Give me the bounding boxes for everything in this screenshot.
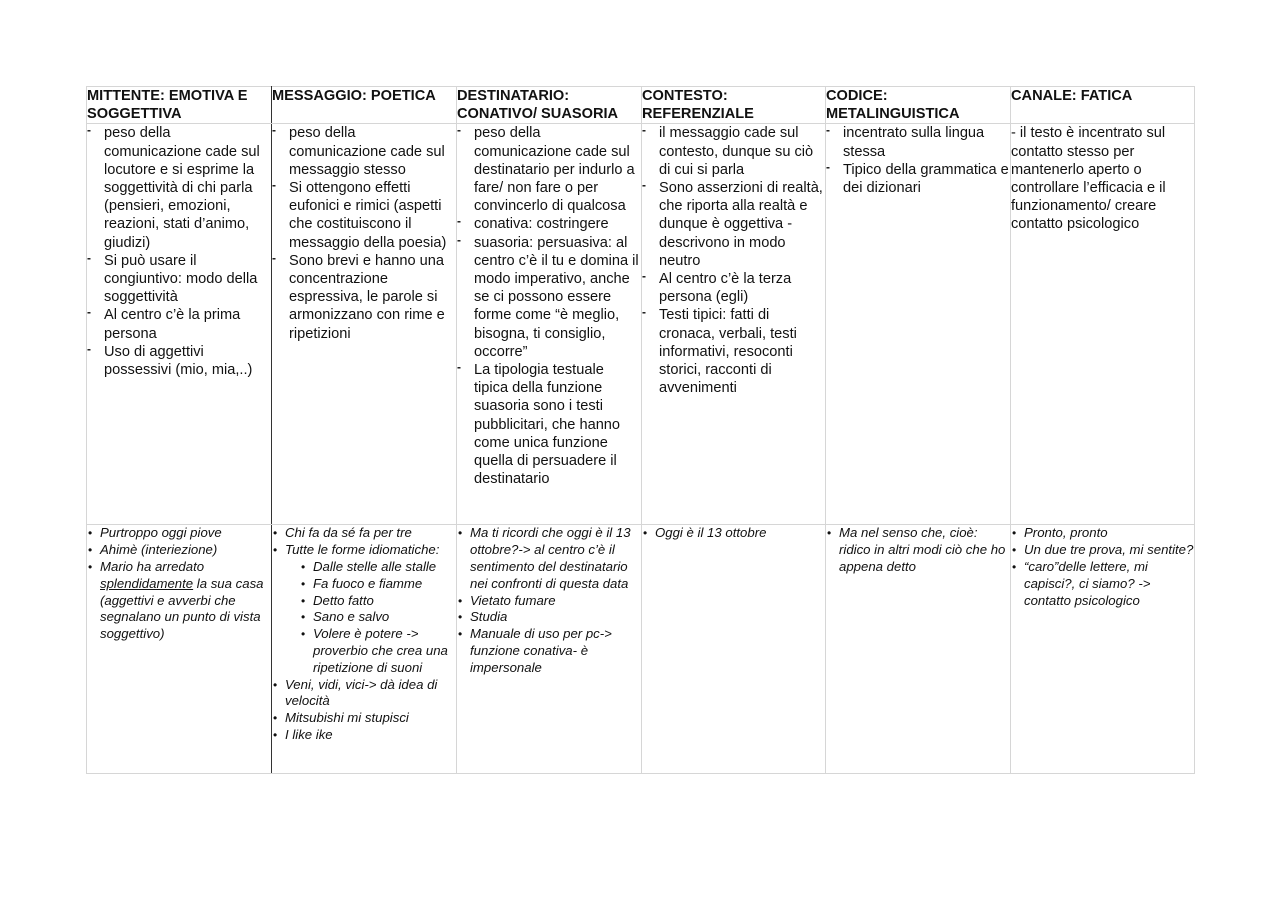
list-item: - La tipologia testuale tipica della funzione suasoria sono i testi pubblicitari, che hanno come unica funzione quella di persuadere il destinatario [457,361,641,488]
desc-contesto-list [642,124,825,397]
desc-messaggio-cell [272,124,457,525]
list-item: • Mitsubishi mi stupisci [272,710,456,727]
list-item: • Manuale di uso per pc-> funzione conativa- è impersonale [457,626,641,676]
ex-mittente-cell [87,525,272,774]
list-item: - incentrato sulla lingua stessa [826,124,1010,160]
ex-messaggio-cell [272,525,457,774]
underlined-word: splendidamente [100,575,194,591]
list-item: • “caro”delle lettere, mi capisci?, ci siamo? -> contatto psicologico [1011,559,1194,609]
list-item: • Pronto, pronto [1011,525,1194,542]
header-codice: CODICE: METALINGUISTICA [826,87,1011,124]
functions-table [86,86,1195,774]
desc-messaggio-list [272,124,456,342]
list-item: • Veni, vidi, vici-> dà idea di velocità [272,677,456,711]
list-item: - peso della comunicazione cade sul locutore e si esprime la soggettività di chi parla (pensieri, emozioni, reazioni, stati d’animo, giudizi) [87,124,271,251]
list-item: - Al centro c’è la prima persona [87,306,271,342]
list-item: • Ma nel senso che, cioè: ridico in altri modi ciò che ho appena detto [826,525,1010,575]
description-row [87,124,1195,525]
list-item: • Vietato fumare [457,593,641,610]
list-item: • Studia [457,609,641,626]
header-messaggio: MESSAGGIO: POETICA [272,87,457,124]
list-item: • Fa fuoco e fiamme [300,576,456,593]
ex-messaggio-list [272,525,456,743]
ex-codice-cell [826,525,1011,774]
header-row [87,87,1195,124]
list-item: • Purtroppo oggi piove [87,525,271,542]
list-item: - Sono brevi e hanno una concentrazione espressiva, le parole si armonizzano con rime e ripetizioni [272,252,456,343]
desc-codice-list [826,124,1010,197]
desc-destinatario-cell [457,124,642,525]
example-text: Mario ha arredato [100,559,205,574]
header-destinatario: DESTINATARIO: CONATIVO/ SUASORIA [457,87,642,124]
header-mittente: MITTENTE: EMOTIVA E SOGGETTIVA [87,87,272,124]
header-contesto: CONTESTO: REFERENZIALE [642,87,826,124]
list-item [87,559,271,643]
list-item: • Oggi è il 13 ottobre [642,525,825,542]
list-item [272,542,456,676]
list-item: • Ma ti ricordi che oggi è il 13 ottobre?-> al centro c’è il sentimento del destinatario nei confronti di questa data [457,525,641,592]
ex-canale-list [1011,525,1194,609]
ex-contesto-list [642,525,825,542]
list-item: - Tipico della grammatica e dei dizionari [826,161,1010,197]
list-item: • Sano e salvo [300,609,456,626]
header-canale: CANALE: FATICA [1011,87,1195,124]
ex-canale-cell [1011,525,1195,774]
example-text: la sua casa (aggettivi e avverbi che segnalano un punto di vista soggettivo) [100,575,264,642]
list-item: • Chi fa da sé fa per tre [272,525,456,542]
list-item: • Dalle stelle alle stalle [300,559,456,576]
desc-canale-cell [1011,124,1195,525]
list-item: - suasoria: persuasiva: al centro c’è il tu e domina il modo imperativo, anche se ci possono essere forme come “è meglio, bisogna, ti consiglio, occorre” [457,234,641,361]
list-item: - Uso di aggettivi possessivi (mio, mia,..) [87,343,271,379]
list-item: - Si può usare il congiuntivo: modo della soggettività [87,252,271,307]
ex-codice-list [826,525,1010,575]
desc-destinatario-list [457,124,641,488]
desc-codice-cell [826,124,1011,525]
list-item: • Ahimè (interiezione) [87,542,271,559]
desc-mittente-cell [87,124,272,525]
list-item: - Al centro c’è la terza persona (egli) [642,270,825,306]
desc-contesto-cell [642,124,826,525]
ex-contesto-cell [642,525,826,774]
list-item: • Un due tre prova, mi sentite? [1011,542,1194,559]
list-item: • Detto fatto [300,593,456,610]
list-item: • I like ike [272,727,456,744]
ex-destinatario-list [457,525,641,676]
list-item: - Testi tipici: fatti di cronaca, verbali, testi informativi, resoconti storici, racconti di avvenimenti [642,306,825,397]
desc-mittente-list [87,124,271,379]
example-text: Tutte le forme idiomatiche: [285,542,440,558]
idioms-sublist [300,559,456,677]
list-item: - Si ottengono effetti eufonici e rimici (aspetti che costituiscono il messaggio della poesia) [272,179,456,252]
list-item: - il messaggio cade sul contesto, dunque su ciò di cui si parla [642,124,825,179]
examples-row [87,525,1195,774]
list-item: - peso della comunicazione cade sul messaggio stesso [272,124,456,179]
ex-mittente-list [87,525,271,643]
list-item: - Sono asserzioni di realtà, che riporta alla realtà e dunque è oggettiva - descrivono in modo neutro [642,179,825,270]
list-item: • Volere è potere -> proverbio che crea una ripetizione di suoni [300,626,456,676]
list-item: - peso della comunicazione cade sul destinatario per indurlo a fare/ non fare o per convincerlo di qualcosa [457,124,641,215]
ex-destinatario-cell [457,525,642,774]
desc-canale-text: - il testo è incentrato sul contatto stesso per mantenerlo aperto o controllare l’efficacia e il funzionamento/ creare contatto psicologico [1011,125,1166,233]
list-item: - conativa: costringere [457,215,641,233]
